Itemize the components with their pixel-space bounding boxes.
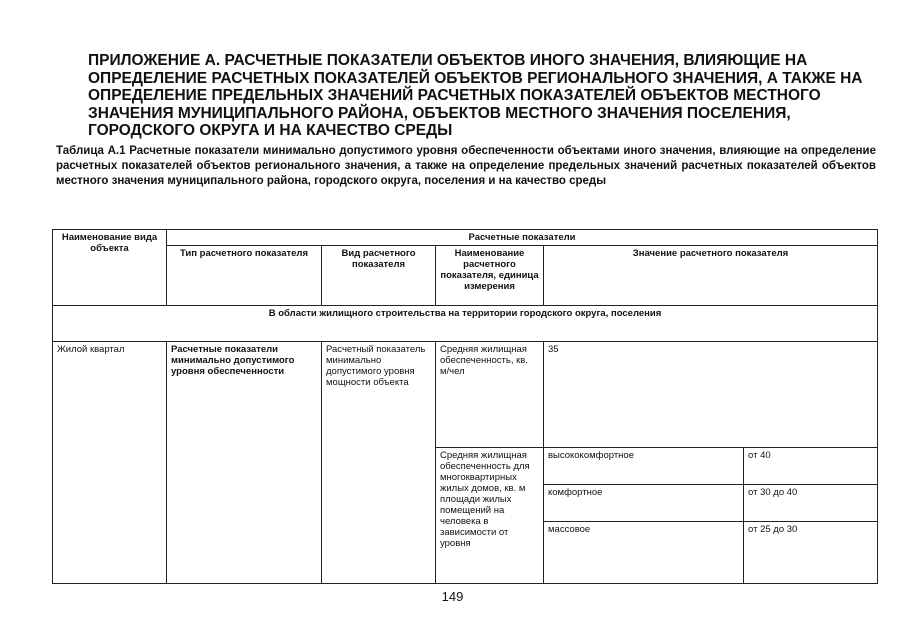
cell-level-value: от 40	[744, 448, 878, 485]
cell-level-label: высококомфортное	[544, 448, 744, 485]
cell-level-label: массовое	[544, 522, 744, 584]
table-row	[53, 342, 878, 448]
table-header-row	[53, 230, 878, 246]
table-caption: Таблица А.1 Расчетные показатели минимально допустимого уровня обеспеченности объектами иного значения, влияющие на определение расчетных показателей объектов регионального значения, а также на определение предельных значений расчетных показателей объектов местного значения муниципального района, городского округа, поселения и на качество среды	[56, 145, 876, 187]
table-subheader-row	[53, 246, 878, 306]
cell-indicator1-name: Средняя жилищная обеспеченность, кв. м/чел	[436, 342, 544, 448]
cell-indicator2-name: Средняя жилищная обеспеченность для многоквартирных жилых домов, кв. м площади жилых помещений на человека в зависимости от уровня	[436, 448, 544, 584]
cell-indicator1-value: 35	[544, 342, 878, 448]
header-indicator-value: Значение расчетного показателя	[544, 246, 878, 306]
header-group-indicators: Расчетные показатели	[167, 230, 878, 246]
header-indicator-type: Тип расчетного показателя	[167, 246, 322, 306]
cell-level-value: от 30 до 40	[744, 485, 878, 522]
header-object-type: Наименование вида объекта	[53, 230, 167, 306]
cell-level-value: от 25 до 30	[744, 522, 878, 584]
cell-indicator-kind: Расчетный показатель минимально допустимого уровня мощности объекта	[322, 342, 436, 584]
header-indicator-name: Наименование расчетного показателя, единица измерения	[436, 246, 544, 306]
header-indicator-kind: Вид расчетного показателя	[322, 246, 436, 306]
cell-level-label: комфортное	[544, 485, 744, 522]
cell-indicator-type: Расчетные показатели минимально допустимого уровня обеспеченности	[167, 342, 322, 584]
cell-object: Жилой квартал	[53, 342, 167, 584]
page-number: 149	[441, 589, 464, 604]
document-heading: ПРИЛОЖЕНИЕ А. РАСЧЕТНЫЕ ПОКАЗАТЕЛИ ОБЪЕКТОВ ИНОГО ЗНАЧЕНИЯ, ВЛИЯЮЩИЕ НА ОПРЕДЕЛЕНИЕ РАСЧЕТНЫХ ПОКАЗАТЕЛЕЙ ОБЪЕКТОВ РЕГИОНАЛЬНОГО ЗНАЧЕНИЯ, А ТАКЖЕ НА ОПРЕДЕЛЕНИЕ ПРЕДЕЛЬНЫХ ЗНАЧЕНИЙ РАСЧЕТНЫХ ПОКАЗАТЕЛЕЙ ОБЪЕКТОВ МЕСТНОГО ЗНАЧЕНИЯ МУНИЦИПАЛЬНОГО РАЙОНА, ОБЪЕКТОВ МЕСТНОГО ЗНАЧЕНИЯ ПОСЕЛЕНИЯ, ГОРОДСКОГО ОКРУГА И НА КАЧЕСТВО СРЕДЫ	[88, 52, 863, 139]
section-title: В области жилищного строительства на территории городского округа, поселения	[53, 306, 878, 342]
section-row	[53, 306, 878, 342]
indicators-table	[52, 229, 878, 584]
